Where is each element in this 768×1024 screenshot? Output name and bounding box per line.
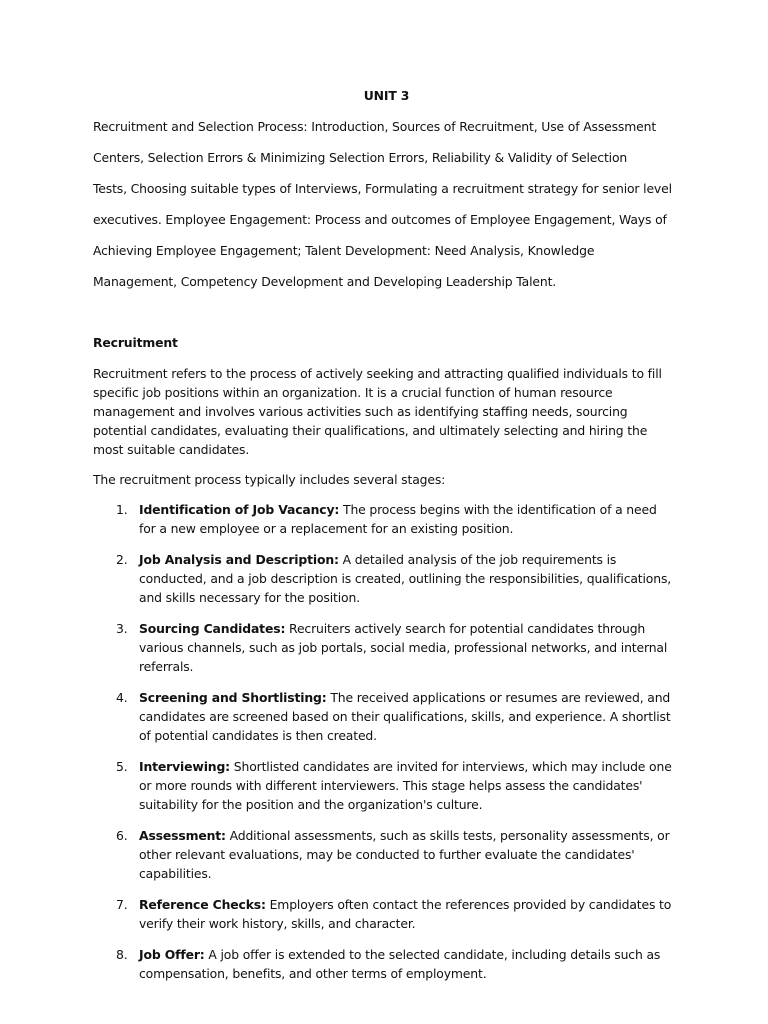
syllabus-line: Tests, Choosing suitable types of Interviews, Formulating a recruitment strategy for senior level bbox=[93, 181, 672, 196]
list-item bbox=[93, 945, 676, 983]
unit-title: UNIT 3 bbox=[363, 88, 410, 103]
list-item-text: Employers often contact the references provided by candidates to verify their work history, skills, and character. bbox=[139, 897, 672, 931]
syllabus-block bbox=[93, 117, 676, 292]
list-item-term: Interviewing: bbox=[139, 759, 230, 774]
list-item bbox=[93, 826, 676, 883]
intro-paragraph: Recruitment refers to the process of actively seeking and attracting qualified individuals to fill specific job positions within an organization. It is a crucial function of human resource management and involves various activities such as identifying staffing needs, sourcing potential candidates, evaluating their qualifications, and ultimately selecting and hiring the most suitable candidates. bbox=[93, 366, 662, 457]
syllabus-line: Management, Competency Development and Developing Leadership Talent. bbox=[93, 274, 557, 289]
list-item-term: Reference Checks: bbox=[139, 897, 266, 912]
list-item-term: Screening and Shortlisting: bbox=[139, 690, 327, 705]
stages-intro: The recruitment process typically includes several stages: bbox=[93, 472, 446, 487]
list-item-number: 8. bbox=[116, 947, 128, 962]
list-item-number: 3. bbox=[116, 621, 128, 636]
syllabus-line: Achieving Employee Engagement; Talent Development: Need Analysis, Knowledge bbox=[93, 243, 595, 258]
list-item-number: 1. bbox=[116, 502, 128, 517]
list-item-text: Additional assessments, such as skills tests, personality assessments, or other relevant evaluations, may be conducted to further evaluate the candidates' capabilities. bbox=[139, 828, 670, 881]
list-item bbox=[93, 895, 676, 933]
list-item-number: 2. bbox=[116, 552, 128, 567]
list-item-term: Sourcing Candidates: bbox=[139, 621, 286, 636]
list-item bbox=[93, 619, 676, 676]
syllabus-line: Recruitment and Selection Process: Introduction, Sources of Recruitment, Use of Assessment bbox=[93, 119, 657, 134]
list-item-text: A job offer is extended to the selected candidate, including details such as compensation, benefits, and other terms of employment. bbox=[139, 947, 661, 981]
list-item-term: Job Analysis and Description: bbox=[139, 552, 339, 567]
syllabus-line: executives. Employee Engagement: Process and outcomes of Employee Engagement, Ways of bbox=[93, 212, 667, 227]
recruitment-stages-list bbox=[93, 500, 676, 983]
section-heading-recruitment: Recruitment bbox=[93, 335, 178, 350]
list-item-text: Recruiters actively search for potential candidates through various channels, such as job portals, social media, professional networks, and internal referrals. bbox=[139, 621, 668, 674]
syllabus-line: Centers, Selection Errors & Minimizing Selection Errors, Reliability & Validity of Selection bbox=[93, 150, 628, 165]
list-item bbox=[93, 688, 676, 745]
list-item-term: Assessment: bbox=[139, 828, 226, 843]
list-item-text: Shortlisted candidates are invited for interviews, which may include one or more rounds with different interviewers. This stage helps assess the candidates' suitability for the position and the organization's culture. bbox=[139, 759, 672, 812]
list-item-text: A detailed analysis of the job requirements is conducted, and a job description is created, outlining the responsibilities, qualifications, and skills necessary for the position. bbox=[139, 552, 672, 605]
list-item-term: Job Offer: bbox=[139, 947, 205, 962]
list-item bbox=[93, 757, 676, 814]
list-item-number: 6. bbox=[116, 828, 128, 843]
list-item bbox=[93, 550, 676, 607]
list-item-text: The process begins with the identification of a need for a new employee or a replacement for an existing position. bbox=[139, 502, 657, 536]
list-item bbox=[93, 500, 676, 538]
list-item-number: 5. bbox=[116, 759, 128, 774]
list-item-number: 7. bbox=[116, 897, 128, 912]
list-item-term: Identification of Job Vacancy: bbox=[139, 502, 340, 517]
list-item-text: The received applications or resumes are reviewed, and candidates are screened based on their qualifications, skills, and experience. A shortlist of potential candidates is then created. bbox=[139, 690, 671, 743]
list-item-number: 4. bbox=[116, 690, 128, 705]
